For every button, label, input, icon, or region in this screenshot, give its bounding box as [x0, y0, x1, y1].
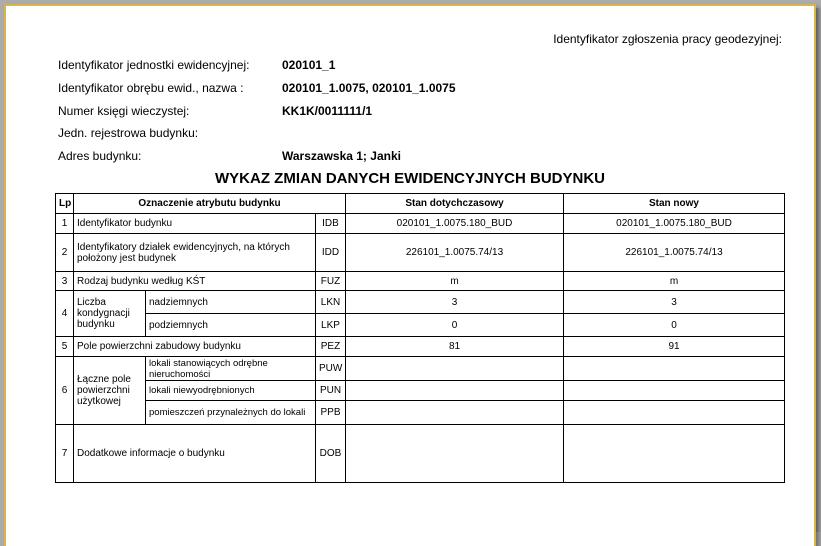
field-value: 020101_1.0075, 020101_1.0075 — [282, 81, 456, 95]
row-old-value: m — [346, 272, 564, 291]
row-name: Rodzaj budynku według KŚT — [74, 272, 316, 291]
field-label: Adres budynku: — [58, 149, 142, 163]
row-old-value — [346, 425, 564, 483]
row-name: Identyfikatory działek ewidencyjnych, na których położony jest budynek — [74, 234, 316, 272]
row-code: PPB — [316, 401, 346, 425]
row-code: LKN — [316, 291, 346, 314]
header-field-jednostka — [58, 58, 335, 72]
row-old-value — [346, 381, 564, 401]
document-page — [4, 4, 816, 546]
row-new-value: 3 — [564, 291, 785, 314]
header-field-ksiega — [58, 104, 372, 118]
zgloszenie-label: Identyfikator zgłoszenia pracy geodezyjnej: — [553, 32, 782, 46]
row-new-value: 0 — [564, 314, 785, 337]
field-label: Identyfikator obrębu ewid., nazwa : — [58, 81, 244, 95]
header-field-jedn-rejestrowa — [58, 126, 282, 140]
row-code: LKP — [316, 314, 346, 337]
row-name: Dodatkowe informacje o budynku — [74, 425, 316, 483]
field-label: Identyfikator jednostki ewidencyjnej: — [58, 58, 250, 72]
row-code: IDD — [316, 234, 346, 272]
header-field-adres — [58, 149, 401, 163]
row-lp: 4 — [56, 291, 74, 337]
row-old-value: 3 — [346, 291, 564, 314]
page-title: WYKAZ ZMIAN DANYCH EWIDENCYJNYCH BUDYNKU — [215, 170, 605, 187]
table-row — [56, 214, 785, 234]
row-lp: 1 — [56, 214, 74, 234]
field-label: Jedn. rejestrowa budynku: — [58, 126, 199, 140]
header-stan-dotychczasowy: Stan dotychczasowy — [346, 194, 564, 214]
row-old-value — [346, 357, 564, 381]
row-lp: 6 — [56, 357, 74, 425]
row-new-value: 91 — [564, 337, 785, 357]
table-row — [56, 291, 785, 314]
row-subname: nadziemnych — [146, 291, 316, 314]
row-new-value: 020101_1.0075.180_BUD — [564, 214, 785, 234]
row-lp: 3 — [56, 272, 74, 291]
row-old-value: 020101_1.0075.180_BUD — [346, 214, 564, 234]
table-row — [56, 357, 785, 381]
row-group-name: Łączne pole powierzchni użytkowej — [74, 357, 146, 425]
row-name: Pole powierzchni zabudowy budynku — [74, 337, 316, 357]
row-old-value: 81 — [346, 337, 564, 357]
field-value: Warszawska 1; Janki — [282, 149, 401, 163]
row-subname: pomieszczeń przynależnych do lokali — [146, 401, 316, 425]
header-field-obreb — [58, 81, 456, 95]
table-row — [56, 425, 785, 483]
table-row — [56, 337, 785, 357]
header-attr: Oznaczenie atrybutu budynku — [74, 194, 346, 214]
row-old-value: 0 — [346, 314, 564, 337]
field-label: Numer księgi wieczystej: — [58, 104, 190, 118]
row-lp: 7 — [56, 425, 74, 483]
table-row — [56, 401, 785, 425]
row-subname: podziemnych — [146, 314, 316, 337]
row-code: PEZ — [316, 337, 346, 357]
field-value: 020101_1 — [282, 58, 336, 72]
table-row — [56, 314, 785, 337]
row-new-value: 226101_1.0075.74/13 — [564, 234, 785, 272]
row-new-value — [564, 381, 785, 401]
row-old-value: 226101_1.0075.74/13 — [346, 234, 564, 272]
row-name: Identyfikator budynku — [74, 214, 316, 234]
field-value: KK1K/0011111/1 — [282, 104, 373, 118]
row-new-value — [564, 357, 785, 381]
row-subname: lokali stanowiących odrębne nieruchomości — [146, 357, 316, 381]
header-stan-nowy: Stan nowy — [564, 194, 785, 214]
row-code: PUN — [316, 381, 346, 401]
row-code: PUW — [316, 357, 346, 381]
row-new-value — [564, 425, 785, 483]
row-group-name: Liczba kondygnacji budynku — [74, 291, 146, 337]
changes-table — [55, 193, 785, 483]
header-lp: Lp — [56, 194, 74, 214]
table-row — [56, 272, 785, 291]
row-lp: 2 — [56, 234, 74, 272]
row-code: DOB — [316, 425, 346, 483]
row-new-value: m — [564, 272, 785, 291]
row-subname: lokali niewyodrębnionych — [146, 381, 316, 401]
table-row — [56, 234, 785, 272]
row-new-value — [564, 401, 785, 425]
table-row — [56, 381, 785, 401]
row-code: IDB — [316, 214, 346, 234]
table-header-row — [56, 194, 785, 214]
row-old-value — [346, 401, 564, 425]
row-code: FUZ — [316, 272, 346, 291]
row-lp: 5 — [56, 337, 74, 357]
